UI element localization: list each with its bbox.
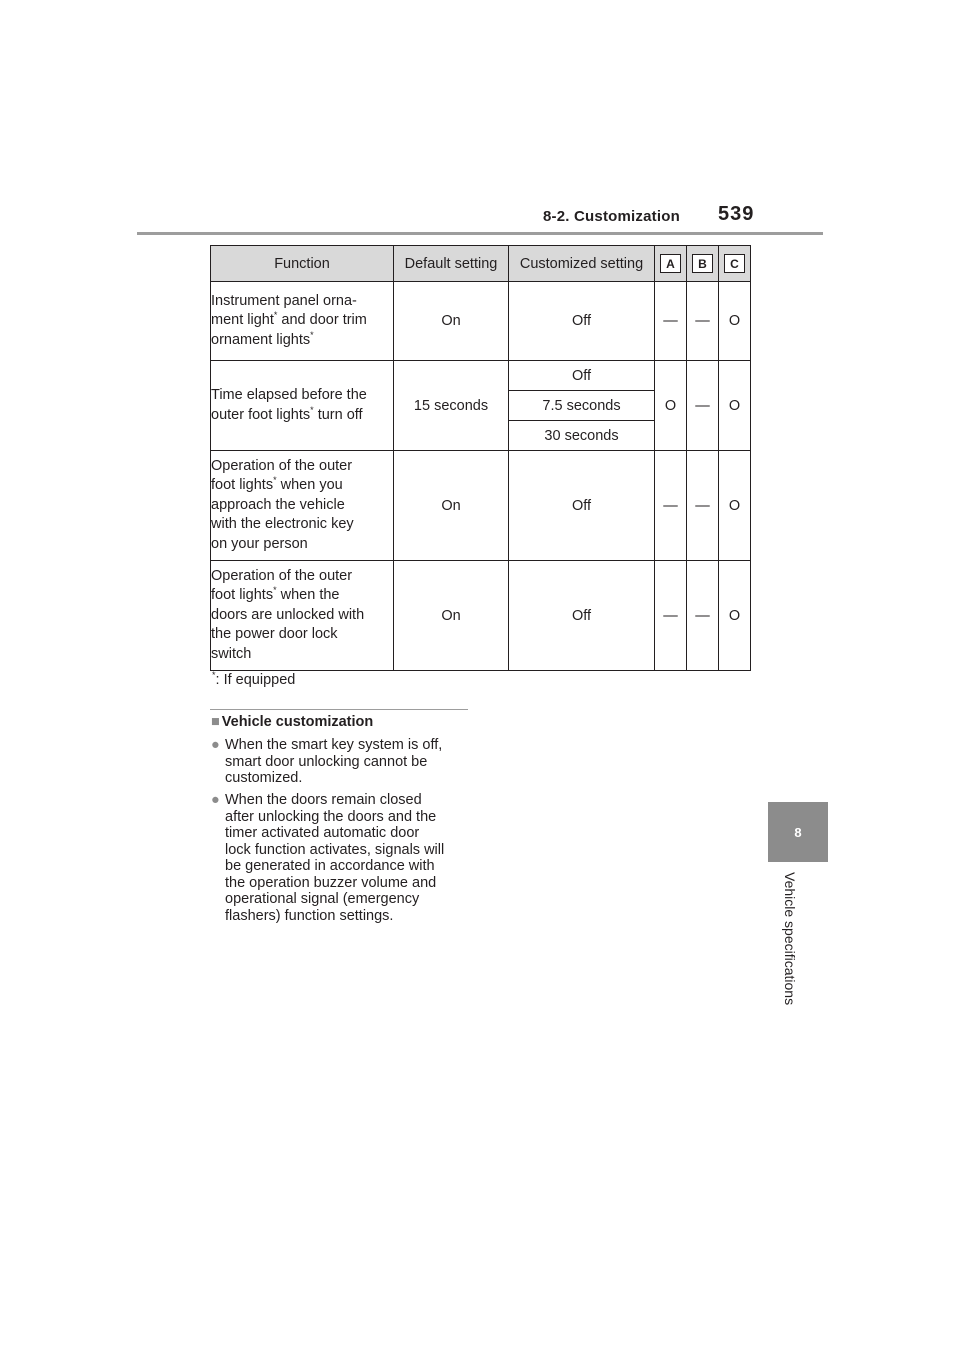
bullet-text: When the doors remain closed after unlocking the doors and the timer activated automatic door lock function activates, signals will be generated in accordance with the operation buzzer volume and operational signal (emergency flashers) function settings.: [225, 792, 445, 924]
square-bullet-icon: ■: [211, 714, 220, 730]
cell-default: On: [394, 561, 509, 671]
footnote-ref: *: [273, 310, 278, 321]
chapter-label: Vehicle specifications: [782, 872, 798, 1006]
cell-a: —: [655, 451, 687, 561]
cell-c: O: [719, 361, 751, 451]
list-item: [211, 792, 471, 924]
section-rule: [210, 709, 468, 710]
header-col-a: [655, 246, 687, 282]
cell-customized: Off: [509, 282, 655, 361]
cell-customized: 30 seconds: [509, 421, 655, 451]
footnote-ref: *: [273, 585, 277, 596]
cell-a: —: [655, 561, 687, 671]
customization-table: [210, 245, 751, 671]
function-text: when the doors are unlocked with the power door lock switch: [211, 587, 365, 662]
footnote-mark: *: [212, 670, 216, 681]
cell-b: —: [687, 282, 719, 361]
function-text: Time elapsed before the outer foot lights: [211, 387, 367, 423]
bullet-text: When the smart key system is off, smart door unlocking cannot be customized.: [225, 737, 443, 786]
cell-customized: 7.5 seconds: [509, 391, 655, 421]
function-text: and door trim ornament lights: [211, 312, 367, 348]
cell-a: —: [655, 282, 687, 361]
section-title: 8-2. Customization: [543, 208, 680, 225]
function-text: Instrument panel orna- ment light: [211, 292, 357, 329]
cell-c: O: [719, 451, 751, 561]
cell-function: [211, 451, 394, 561]
bullet-dot-icon: ●: [211, 792, 220, 808]
cell-customized: Off: [509, 451, 655, 561]
badge-b: B: [692, 254, 713, 273]
cell-customized: Off: [509, 361, 655, 391]
table-header-row: [211, 246, 751, 282]
footnote-ref: *: [273, 475, 277, 486]
header-customized-setting: Customized setting: [509, 246, 655, 282]
table-body: [211, 282, 751, 671]
function-text: Operation of the outer foot lights: [211, 457, 353, 494]
cell-default: 15 seconds: [394, 361, 509, 451]
header-default-setting: Default setting: [394, 246, 509, 282]
footnote: [212, 672, 295, 688]
bullet-dot-icon: ●: [211, 737, 220, 753]
cell-b: —: [687, 561, 719, 671]
cell-default: On: [394, 282, 509, 361]
cell-function: [211, 561, 394, 671]
table-row: [211, 561, 751, 671]
header-col-c: [719, 246, 751, 282]
page-number: 539: [718, 203, 755, 225]
footnote-ref: *: [310, 329, 314, 340]
table-row: [211, 451, 751, 561]
section-heading-text: Vehicle customization: [221, 714, 374, 730]
function-text: turn off: [313, 406, 363, 423]
cell-default: On: [394, 451, 509, 561]
footnote-ref: *: [310, 404, 314, 415]
chapter-tab: [768, 802, 828, 862]
header-col-b: [687, 246, 719, 282]
badge-a: A: [660, 254, 681, 273]
footnote-text: : If equipped: [215, 672, 296, 688]
cell-c: O: [719, 561, 751, 671]
cell-a: O: [655, 361, 687, 451]
cell-b: —: [687, 451, 719, 561]
chapter-number: 8: [794, 824, 802, 840]
function-text: Operation of the outer foot lights: [211, 567, 353, 604]
function-text: when you approach the vehicle with the electronic key on your person: [211, 477, 354, 552]
badge-c: C: [724, 254, 745, 273]
list-item: [211, 737, 471, 787]
cell-b: —: [687, 361, 719, 451]
section-heading: [211, 714, 373, 730]
cell-customized: Off: [509, 561, 655, 671]
header-rule: [137, 232, 823, 235]
cell-function: [211, 282, 394, 361]
cell-function: [211, 361, 394, 451]
cell-c: O: [719, 282, 751, 361]
header-function: Function: [211, 246, 394, 282]
table-row: [211, 282, 751, 361]
table-row: [211, 361, 751, 391]
